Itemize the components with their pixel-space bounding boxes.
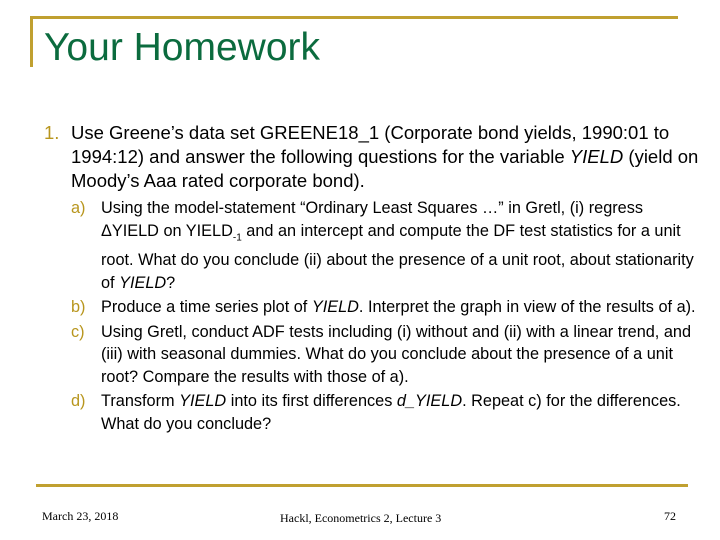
- top-divider: [30, 16, 678, 19]
- sub-item-a: [71, 197, 701, 294]
- sub-text: into its first differences: [226, 392, 397, 411]
- list-item-1: [44, 121, 711, 193]
- sub-text: . Repeat c) for the differences. What do you conclude?: [101, 392, 681, 433]
- sub-text: Using the model-statement “Ordinary Least Squares …” in Gretl, (i) regress ΔYIELD on YIELD: [101, 199, 644, 240]
- sub-text-italic: YIELD: [179, 392, 227, 411]
- page-number: 72: [664, 509, 676, 523]
- sub-item-c: [71, 321, 701, 389]
- sub-text-italic: YIELD: [311, 298, 359, 317]
- item-text-italic: YIELD: [569, 146, 624, 167]
- bottom-divider: [36, 484, 688, 487]
- left-divider: [30, 16, 33, 67]
- sub-label: d): [71, 392, 86, 411]
- sub-list: [71, 197, 701, 437]
- item-number: 1.: [44, 122, 60, 143]
- sub-text: and an intercept and compute the DF test statistics for a unit root. What do you conclude (ii) about the presence of a unit root, about stationarity of: [101, 221, 694, 292]
- sub-label: c): [71, 322, 85, 341]
- sub-text: Produce a time series plot of: [101, 298, 312, 317]
- sub-label: a): [71, 199, 86, 217]
- footer-date: March 23, 2018: [42, 509, 119, 523]
- sub-text-italic: YIELD: [119, 273, 167, 292]
- sub-text: Transform: [101, 392, 180, 411]
- sub-item-b: [71, 296, 701, 319]
- sub-text: . Interpret the graph in view of the results of a).: [358, 298, 696, 317]
- slide-title: Your Homework: [44, 26, 321, 69]
- footer-title: Hackl, Econometrics 2, Lecture 3: [280, 511, 442, 525]
- subscript: -1: [232, 231, 242, 243]
- item-text: (yield on Moody’s Aaa rated corporate bond).: [71, 146, 699, 191]
- sub-text: Using Gretl, conduct ADF tests including (i) without and (ii) with a linear trend, and (iii) with seasonal dummies. What do you conclude about the presence of a unit root? Compare the results with those of a).: [101, 322, 692, 386]
- sub-text: ?: [166, 273, 176, 292]
- sub-label: b): [71, 298, 86, 317]
- item-text: Use Greene’s data set GREENE18_1 (Corporate bond yields, 1990:01 to 1994:12) and answer the following questions for the variable: [71, 122, 670, 167]
- sub-text-italic: d_YIELD: [396, 392, 463, 411]
- sub-item-d: [71, 390, 701, 435]
